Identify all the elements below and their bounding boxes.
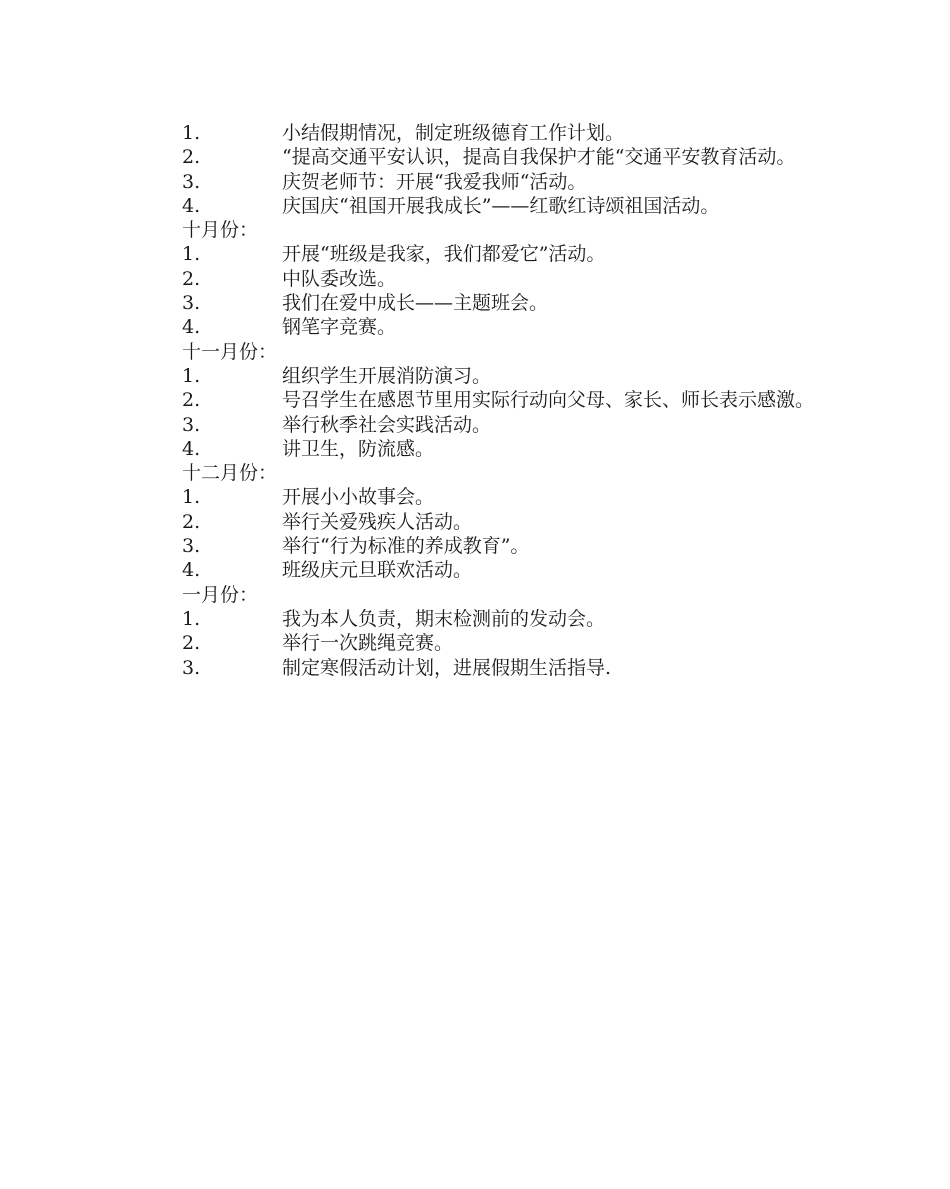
list-item <box>141 510 816 534</box>
list-item <box>141 194 816 218</box>
month-heading: 十二月份： <box>182 462 278 485</box>
item-number: 4. <box>182 437 201 460</box>
item-text: 讲卫生，防流感。 <box>282 437 435 460</box>
list-item <box>141 364 816 388</box>
item-number: 1. <box>182 122 201 144</box>
item-number: 4. <box>182 316 201 339</box>
item-text: 举行“行为标准的养成教育”。 <box>282 535 530 558</box>
list-item <box>141 534 816 558</box>
list-item <box>141 656 816 680</box>
list-item <box>141 145 816 169</box>
item-number: 1. <box>182 486 201 509</box>
item-text: 举行一次跳绳竞赛。 <box>282 632 454 655</box>
item-text: 举行关爱残疾人活动。 <box>282 510 473 533</box>
item-text: 钢笔字竞赛。 <box>282 316 397 339</box>
item-text: 制定寒假活动计划，进展假期生活指导. <box>282 656 612 679</box>
item-number: 1. <box>182 364 201 387</box>
item-number: 1. <box>182 243 201 266</box>
item-text: 组织学生开展消防演习。 <box>282 364 492 387</box>
item-number: 3. <box>182 292 201 315</box>
item-text: 开展小小故事会。 <box>282 486 435 509</box>
item-number: 2. <box>182 146 201 169</box>
list-item <box>141 291 816 315</box>
document-body <box>141 121 816 680</box>
list-item <box>141 121 816 145</box>
item-number: 3. <box>182 170 201 193</box>
month-heading: 十月份： <box>182 219 259 242</box>
item-number: 3. <box>182 535 201 558</box>
item-number: 4. <box>182 194 201 217</box>
list-item <box>141 558 816 582</box>
list-item <box>141 631 816 655</box>
item-number: 2. <box>182 267 201 290</box>
list-item <box>141 437 816 461</box>
list-item <box>141 413 816 437</box>
list-item <box>141 607 816 631</box>
item-number: 3. <box>182 413 201 436</box>
item-text: 中队委改选。 <box>282 267 397 290</box>
month-heading: 十一月份： <box>182 340 278 363</box>
item-text: 小结假期情况，制定班级德育工作计划。 <box>282 122 625 144</box>
list-item <box>141 267 816 291</box>
item-number: 3. <box>182 656 201 679</box>
item-number: 2. <box>182 389 201 412</box>
item-text: 庆贺老师节：开展“我爱我师“活动。 <box>282 170 587 193</box>
month-heading: 一月份： <box>182 583 259 606</box>
item-text: 号召学生在感恩节里用实际行动向父母、家长、师长表示感激。 <box>282 389 815 412</box>
item-text: 开展“班级是我家，我们都爱它”活动。 <box>282 243 606 266</box>
item-text: 我们在爱中成长——主题班会。 <box>282 292 549 315</box>
item-text: 举行秋季社会实践活动。 <box>282 413 492 436</box>
item-number: 2. <box>182 632 201 655</box>
list-item <box>141 242 816 266</box>
item-number: 1. <box>182 607 201 630</box>
item-text: “提高交通平安认识，提高自我保护才能“交通平安教育活动。 <box>282 146 796 169</box>
item-text: 班级庆元旦联欢活动。 <box>282 559 473 582</box>
list-item <box>141 485 816 509</box>
list-item <box>141 315 816 339</box>
item-number: 2. <box>182 510 201 533</box>
list-item <box>141 388 816 412</box>
item-text: 我为本人负责，期末检测前的发动会。 <box>282 607 606 630</box>
item-text: 庆国庆“祖国开展我成长”——红歌红诗颂祖国活动。 <box>282 194 720 217</box>
list-item <box>141 170 816 194</box>
item-number: 4. <box>182 559 201 582</box>
